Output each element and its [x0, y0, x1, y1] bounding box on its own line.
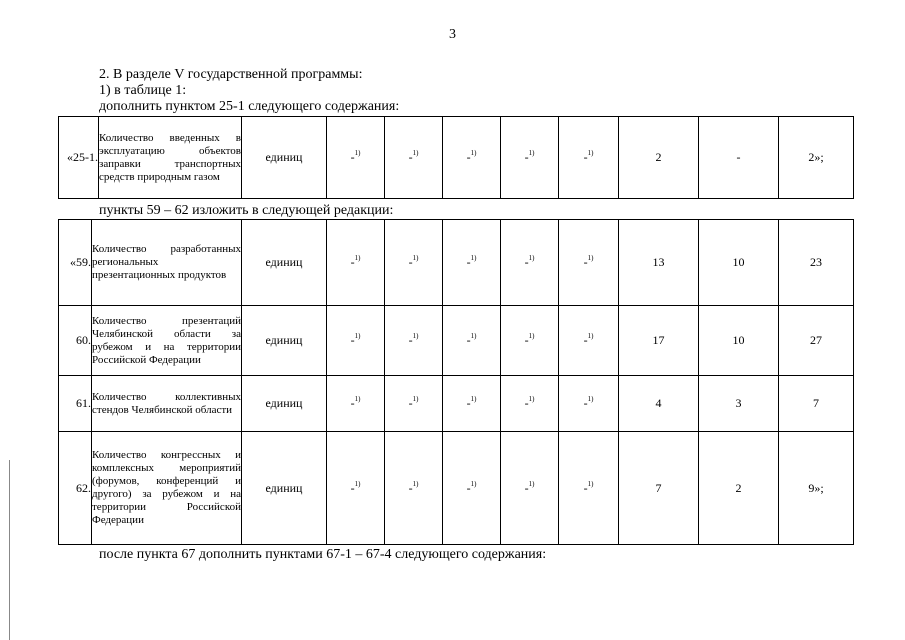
unit-cell: единиц	[242, 432, 327, 545]
year-value-cell	[501, 376, 559, 432]
year-value-cell	[327, 432, 385, 545]
dash-value: -	[466, 480, 471, 495]
dash-value: -	[583, 480, 588, 495]
value-1: 4	[619, 376, 699, 432]
value-1: 17	[619, 306, 699, 376]
footnote-mark: 1)	[587, 332, 594, 340]
dash-value: -	[524, 150, 529, 164]
table-body	[59, 117, 854, 199]
year-value-cell	[501, 306, 559, 376]
value-2: 3	[699, 376, 779, 432]
year-value-cell	[501, 432, 559, 545]
table-body	[59, 220, 854, 545]
footnote-mark: 1)	[587, 254, 594, 262]
intro-line-3: дополнить пунктом 25-1 следующего содержания:	[99, 99, 400, 114]
value-3: 27	[779, 306, 854, 376]
dash-value: -	[466, 333, 471, 347]
value-1: 2	[619, 117, 699, 199]
intro-line-2: 1) в таблице 1:	[99, 83, 187, 98]
dash-value: -	[350, 333, 355, 347]
footer-line: после пункта 67 дополнить пунктами 67-1 – 67-4 следующего содержания:	[99, 547, 547, 562]
year-value-cell	[327, 220, 385, 306]
item-number: 61.	[59, 376, 92, 432]
footnote-mark: 1)	[412, 479, 419, 488]
unit-cell: единиц	[242, 376, 327, 432]
year-value-cell	[559, 117, 619, 199]
dash-value: -	[583, 396, 588, 410]
indicator-name: Количество разработанных региональных презентационных продуктов	[92, 220, 242, 306]
table-row	[59, 220, 854, 306]
year-value-cell	[385, 117, 443, 199]
table-row	[59, 376, 854, 432]
footnote-mark: 1)	[470, 395, 477, 403]
footnote-mark: 1)	[528, 479, 535, 488]
year-value-cell	[385, 432, 443, 545]
item-number: «59.	[59, 220, 92, 306]
footnote-mark: 1)	[354, 254, 361, 262]
footnote-mark: 1)	[354, 395, 361, 403]
value-2: 2	[699, 432, 779, 545]
footnote-mark: 1)	[412, 332, 419, 340]
value-3: 7	[779, 376, 854, 432]
indicator-name: Количество конгрессных и комплексных мероприятий (форумов, конференций и другого) за рубежом и на территории Российской Федерации	[92, 432, 242, 545]
middle-line: пункты 59 – 62 изложить в следующей редакции:	[99, 203, 394, 218]
table-item-25-1	[58, 116, 854, 199]
dash-value: -	[583, 255, 588, 269]
footnote-mark: 1)	[587, 395, 594, 403]
year-value-cell	[327, 306, 385, 376]
unit-cell: единиц	[242, 220, 327, 306]
footnote-mark: 1)	[354, 479, 361, 488]
footnote-mark: 1)	[470, 479, 477, 488]
dash-value: -	[408, 333, 413, 347]
dash-value: -	[408, 255, 413, 269]
dash-value: -	[408, 396, 413, 410]
dash-value: -	[524, 396, 529, 410]
item-number: 62.	[59, 432, 92, 545]
footnote-mark: 1)	[587, 149, 594, 157]
footnote-mark: 1)	[470, 332, 477, 340]
year-value-cell	[559, 220, 619, 306]
year-value-cell	[559, 432, 619, 545]
unit-cell: единиц	[242, 117, 327, 199]
intro-line-1: 2. В разделе V государственной программы:	[99, 67, 363, 82]
indicator-name: Количество презентаций Челябинской области за рубежом и на территории Российской Федерации	[92, 306, 242, 376]
year-value-cell	[385, 220, 443, 306]
indicator-name: Количество введенных в эксплуатацию объектов заправки транспортных средств природным газом	[99, 117, 242, 199]
footnote-mark: 1)	[470, 149, 477, 157]
footnote-mark: 1)	[587, 479, 594, 488]
year-value-cell	[327, 117, 385, 199]
value-3: 9»;	[779, 432, 854, 545]
dash-value: -	[524, 480, 529, 495]
value-3: 2»;	[779, 117, 854, 199]
footnote-mark: 1)	[528, 395, 535, 403]
footnote-mark: 1)	[412, 254, 419, 262]
year-value-cell	[385, 306, 443, 376]
value-2: 10	[699, 306, 779, 376]
footnote-mark: 1)	[528, 254, 535, 262]
dash-value: -	[583, 150, 588, 164]
year-value-cell	[327, 376, 385, 432]
year-value-cell	[443, 220, 501, 306]
year-value-cell	[559, 376, 619, 432]
item-number: «25-1.	[59, 117, 99, 199]
table-row	[59, 432, 854, 545]
year-value-cell	[443, 376, 501, 432]
year-value-cell	[443, 306, 501, 376]
dash-value: -	[408, 150, 413, 164]
year-value-cell	[385, 376, 443, 432]
footnote-mark: 1)	[412, 149, 419, 157]
value-2: -	[699, 117, 779, 199]
dash-value: -	[524, 333, 529, 347]
footnote-mark: 1)	[412, 395, 419, 403]
year-value-cell	[559, 306, 619, 376]
footnote-mark: 1)	[354, 149, 361, 157]
value-1: 13	[619, 220, 699, 306]
footnote-mark: 1)	[528, 332, 535, 340]
page-number: 3	[449, 27, 456, 42]
table-items-59-62	[58, 219, 854, 545]
scan-edge-line	[9, 460, 10, 640]
dash-value: -	[466, 255, 471, 269]
indicator-name: Количество коллективных стендов Челябинской области	[92, 376, 242, 432]
year-value-cell	[501, 117, 559, 199]
value-1: 7	[619, 432, 699, 545]
dash-value: -	[524, 255, 529, 269]
year-value-cell	[443, 117, 501, 199]
item-number: 60.	[59, 306, 92, 376]
dash-value: -	[466, 396, 471, 410]
unit-cell: единиц	[242, 306, 327, 376]
dash-value: -	[408, 480, 413, 495]
footnote-mark: 1)	[354, 332, 361, 340]
footnote-mark: 1)	[470, 254, 477, 262]
year-value-cell	[501, 220, 559, 306]
dash-value: -	[350, 480, 355, 495]
dash-value: -	[583, 333, 588, 347]
table-row	[59, 306, 854, 376]
value-2: 10	[699, 220, 779, 306]
dash-value: -	[466, 150, 471, 164]
year-value-cell	[443, 432, 501, 545]
dash-value: -	[350, 396, 355, 410]
table-row	[59, 117, 854, 199]
dash-value: -	[350, 150, 355, 164]
value-3: 23	[779, 220, 854, 306]
footnote-mark: 1)	[528, 149, 535, 157]
dash-value: -	[350, 255, 355, 269]
